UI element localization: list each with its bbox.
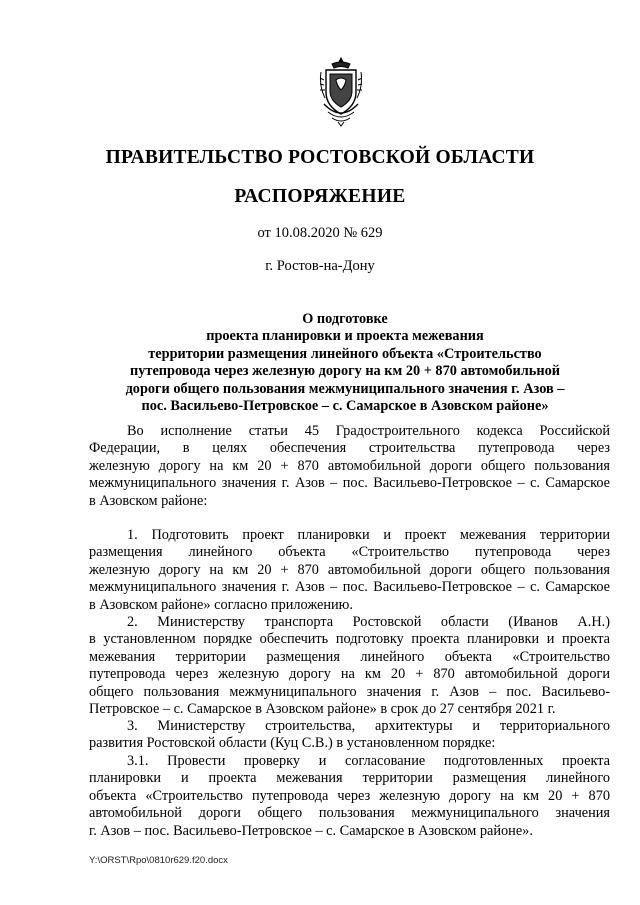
paragraph-line: 3. Министерству строительства, архитектуры и территориального xyxy=(127,718,610,734)
paragraph-line: железную дорогу на км 20 + 870 автомобильной дороги общего пользования xyxy=(89,561,610,578)
paragraph-line: планировки и проекта межевания территории размещения линейного xyxy=(89,770,610,787)
item-2-paragraph xyxy=(89,614,610,718)
subject-line: пос. Васильево-Петровское – с. Самарское в Азовском районе» xyxy=(141,398,549,415)
document-city: г. Ростов-на-Дону xyxy=(265,258,375,274)
paragraph-line: путепровода через железную дорогу на км 20 + 870 автомобильной дороги xyxy=(89,666,610,683)
paragraph-line: Во исполнение статьи 45 Градостроительного кодекса Российской xyxy=(127,423,610,439)
subject-line: О подготовке xyxy=(302,311,388,327)
subject-line: дороги общего пользования межмуниципального значения г. Азов – xyxy=(125,380,565,397)
item-3-1-paragraph xyxy=(89,753,610,840)
coat-of-arms-icon xyxy=(318,54,364,128)
paragraph-line: Федерации, в целях обеспечения строительства путепровода через xyxy=(89,440,610,457)
document-subject xyxy=(80,311,610,415)
paragraph-line: Петровское – с. Самарское в Азовском районе» в срок до 27 сентября 2021 г. xyxy=(89,700,556,717)
subject-line: путепровода через железную дорогу на км 20 + 870 автомобильной xyxy=(130,363,560,380)
paragraph-line: в Азовском районе: xyxy=(89,492,208,509)
document-type-heading: РАСПОРЯЖЕНИЕ xyxy=(234,186,406,207)
paragraph-line: межмуниципального значения г. Азов – пос. Васильево-Петровское – с. Самарское xyxy=(89,579,610,596)
paragraph-line: в Азовском районе» согласно приложению. xyxy=(89,596,353,613)
paragraph-line: железную дорогу на км 20 + 870 автомобильной дороги общего пользования xyxy=(89,457,610,474)
subject-line: проекта планировки и проекта межевания xyxy=(206,328,484,345)
paragraph-line: общего пользования межмуниципального значения г. Азов – пос. Васильево- xyxy=(89,683,610,700)
paragraph-line: 3.1. Провести проверку и согласование подготовленных проекта xyxy=(127,753,610,769)
paragraph-line: межевания территории размещения линейного объекта «Строительство xyxy=(89,648,610,665)
paragraph-line: размещения линейного объекта «Строительство путепровода через xyxy=(89,544,610,561)
paragraph-line: объекта «Строительство путепровода через железную дорогу на км 20 + 870 xyxy=(89,787,610,804)
paragraph-line: автомобильной дороги общего пользования межмуниципального значения xyxy=(89,805,610,822)
paragraph-line: 2. Министерству транспорта Ростовской области (Иванов А.Н.) xyxy=(127,614,610,630)
document-date-number: от 10.08.2020 № 629 xyxy=(257,225,383,241)
paragraph-line: 1. Подготовить проект планировки и проект межевания территории xyxy=(127,527,610,543)
paragraph-line: в установленном порядке обеспечить подготовку проекта планировки и проекта xyxy=(89,631,610,648)
item-1-paragraph xyxy=(89,527,610,614)
paragraph-line: межмуниципального значения г. Азов – пос. Васильево-Петровское – с. Самарское xyxy=(89,475,610,492)
item-3-paragraph xyxy=(89,718,610,753)
paragraph-line: развития Ростовской области (Куц С.В.) в установленном порядке: xyxy=(89,735,496,752)
subject-line: территории размещения линейного объекта «Строительство xyxy=(148,345,542,362)
file-path-footer: Y:\ORST\Rpo\0810r629.f20.docx xyxy=(89,855,228,866)
government-title: ПРАВИТЕЛЬСТВО РОСТОВСКОЙ ОБЛАСТИ xyxy=(105,147,535,168)
paragraph-line: г. Азов – пос. Васильево-Петровское – с. Самарское в Азовском районе». xyxy=(89,822,533,839)
preamble-paragraph xyxy=(89,423,610,510)
